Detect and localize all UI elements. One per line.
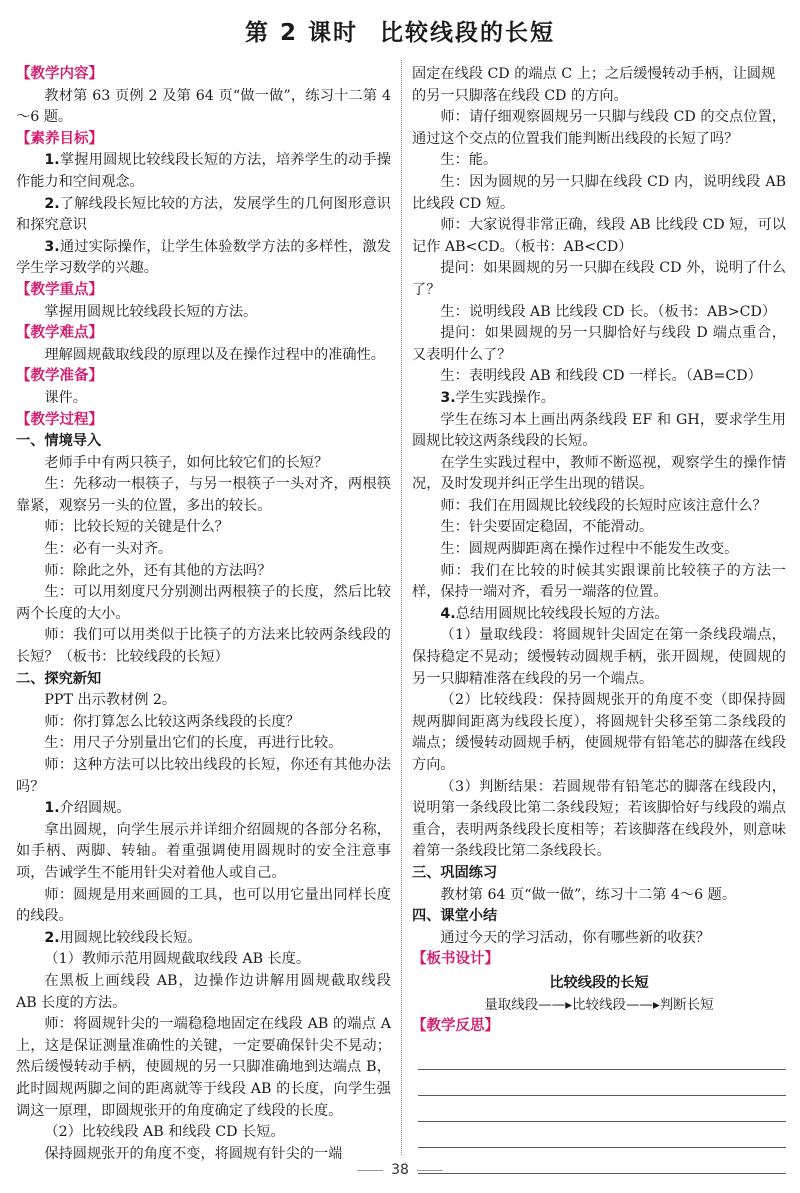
paragraph: 生：说明线段 AB 比线段 CD 长。（板书：AB>CD）	[440, 303, 777, 320]
heading-difficulty: 【教学难点】	[16, 325, 103, 342]
heading-goals: 【素养目标】	[16, 130, 103, 147]
writing-line	[418, 1122, 786, 1148]
paragraph: （1）教师示范用圆规截取线段 AB 长度。	[44, 951, 311, 968]
paragraph: 生：针尖要固定稳固，不能滑动。	[440, 519, 654, 536]
page-footer	[0, 1162, 800, 1178]
writing-line	[418, 1044, 786, 1070]
paragraph: 掌握用圆规比较线段长短的方法。	[44, 303, 258, 320]
column-divider	[401, 60, 402, 1155]
paragraph: （3）判断结果：若圆规带有铅笔芯的脚落在线段内，说明第一条线段比第二条线段短；若该脚恰好与线段的端点重合，表明两条线段长度相等；若该脚落在线段外，则意味着第一条线段比第二条线段长。	[412, 778, 786, 860]
paragraph: 理解圆规截取线段的原理以及在操作过程中的准确性。	[44, 346, 385, 363]
paragraph: 师：我们在比较的时候其实跟课前比较筷子的方法一样，保持一端对齐，看另一端落的位置。	[412, 562, 786, 601]
goal-number: 2.	[44, 195, 60, 212]
goal-item	[16, 194, 391, 237]
paragraph: （2）比较线段：保持圆规张开的角度不变（即保持圆规两脚间距离为线段长度），将圆规针尖移至第二条线段的端点；缓慢转动圆规手柄，使圆规带有铅笔芯的脚落在线段方向。	[412, 692, 786, 773]
paragraph: 生：因为圆规的另一只脚在线段 CD 内，说明线段 AB 比线段 CD 短。	[412, 173, 786, 212]
heading-board-design: 【板书设计】	[412, 951, 499, 968]
step-text: 用圆规比较线段长短。	[59, 929, 202, 946]
step-item	[16, 798, 391, 820]
board-title: 比较线段的长短	[549, 974, 649, 991]
paragraph: PPT 出示教材例 2。	[44, 692, 177, 709]
section-practice: 三、巩固练习	[412, 864, 498, 881]
step-item	[412, 388, 786, 410]
reflection-lines	[412, 1044, 786, 1174]
paragraph: 老师手中有两只筷子，如何比较它们的长短？	[44, 454, 329, 471]
page-title	[0, 14, 800, 47]
heading-preparation: 【教学准备】	[16, 368, 103, 385]
paragraph: 在黑板上画线段 AB，边操作边讲解用圆规截取线段 AB 长度的方法。	[16, 972, 391, 1011]
paragraph: 生：用尺子分别量出它们的长度，再进行比较。	[44, 735, 343, 752]
step-number: 4.	[440, 605, 456, 622]
paragraph: 师：圆规是用来画圆的工具，也可以用它量出同样长度的线段。	[16, 886, 391, 925]
step-number: 2.	[44, 929, 60, 946]
paragraph: 学生在练习本上画出两条线段 EF 和 GH，要求学生用圆规比较这两条线段的长短。	[412, 411, 786, 450]
step-text: 总结用圆规比较线段长短的方法。	[455, 605, 669, 622]
paragraph: 生：能。	[440, 152, 498, 169]
right-column	[412, 64, 786, 1174]
paragraph: 教材第 63 页例 2 及第 64 页“做一做”，练习十二第 4～6 题。	[16, 87, 391, 126]
paragraph: 师：我们在用圆规比较线段的长短时应该注意什么？	[440, 497, 767, 514]
paragraph: （1）量取线段：将圆规针尖固定在第一条线段端点，保持稳定不晃动；缓慢转动圆规手柄，张开圆规，使圆规的另一只脚精准落在线段的另一个端点。	[412, 627, 786, 687]
paragraph: 保持圆规张开的角度不变，将圆规有针尖的一端	[44, 1145, 343, 1162]
heading-process: 【教学过程】	[16, 411, 103, 428]
paragraph: 师：将圆规针尖的一端稳稳地固定在线段 AB 的端点 A 上，这是保证测量准确性的关键，一定要确保针尖不晃动；然后缓慢转动手柄，使圆规的另一只脚准确地到达端点 B，此时圆规两脚之间的距离就等于线段 AB 的长度，向学生强调这一原理，即圆规张开的角度确定了线段的长度。	[16, 1016, 391, 1119]
paragraph: 师：你打算怎么比较这两条线段的长度？	[44, 713, 300, 730]
left-column	[16, 64, 391, 1165]
paragraph: 生：表明线段 AB 和线段 CD 一样长。（AB=CD）	[440, 368, 762, 385]
section-explore: 二、探究新知	[16, 670, 102, 687]
paragraph: 课件。	[44, 389, 87, 406]
goal-item	[16, 237, 391, 280]
paragraph: 生：先移动一根筷子，与另一根筷子一头对齐，两根筷靠紧，观察另一头的位置，多出的较长。	[16, 476, 391, 514]
section-summary: 四、课堂小结	[412, 908, 498, 925]
paragraph: 师：比较长短的关键是什么？	[44, 519, 229, 536]
step-number: 1.	[44, 800, 60, 817]
heading-key: 【教学重点】	[16, 281, 103, 298]
paragraph: 在学生实践过程中，教师不断巡视，观察学生的操作情况，及时发现并纠正学生出现的错误。	[412, 454, 786, 493]
goal-item	[16, 150, 391, 193]
step-item	[16, 928, 391, 950]
lesson-number: 第 2 课时	[244, 20, 359, 46]
paragraph: 教材第 64 页“做一做”，练习十二第 4～6 题。	[440, 886, 737, 903]
paragraph: 提问：如果圆规的另一只脚恰好与线段 D 端点重合，又表明什么了？	[412, 325, 786, 363]
section-intro: 一、情境导入	[16, 433, 102, 450]
goal-number: 3.	[44, 238, 60, 255]
goal-text: 了解线段长短比较的方法，发展学生的几何图形意识和探究意识	[16, 195, 391, 234]
writing-line	[418, 1096, 786, 1122]
goal-text: 掌握用圆规比较线段长短的方法，培养学生的动手操作能力和空间观念。	[16, 152, 391, 190]
paragraph: 生：可以用刻度尺分别测出两根筷子的长度，然后比较两个长度的大小。	[16, 584, 391, 622]
goal-number: 1.	[44, 152, 60, 169]
heading-content: 【教学内容】	[16, 66, 103, 82]
goal-text: 通过实际操作，让学生体验数学方法的多样性，激发学生学习数学的兴趣。	[16, 238, 391, 277]
page-number: 38	[391, 1162, 409, 1178]
paragraph: 通过今天的学习活动，你有哪些新的收获？	[440, 929, 710, 946]
paragraph: （2）比较线段 AB 和线段 CD 长短。	[44, 1124, 285, 1141]
step-text: 介绍圆规。	[59, 800, 131, 817]
paragraph: 提问：如果圆规的另一只脚在线段 CD 外，说明了什么了？	[412, 260, 786, 298]
step-number: 3.	[440, 389, 456, 406]
paragraph: 师：这种方法可以比较出线段的长短，你还有其他办法吗？	[16, 757, 391, 795]
paragraph: 生：必有一头对齐。	[44, 541, 173, 558]
paragraph: 固定在线段 CD 的端点 C 上；之后缓慢转动手柄，让圆规的另一只脚落在线段 CD 的方向。	[412, 66, 776, 104]
paragraph: 师：大家说得非常正确，线段 AB 比线段 CD 短，可以记作 AB<CD。（板书：AB<CD）	[412, 217, 786, 255]
board-flow: 量取线段——▸比较线段——▸判断长短	[484, 996, 714, 1013]
paragraph: 师：除此之外，还有其他的方法吗？	[44, 562, 272, 579]
step-text: 学生实践操作。	[455, 389, 555, 406]
paragraph: 师：我们可以用类似于比筷子的方法来比较两条线段的长短？（板书：比较线段的长短）	[16, 627, 391, 666]
writing-line	[418, 1070, 786, 1096]
paragraph: 生：圆规两脚距离在操作过程中不能发生改变。	[440, 541, 739, 558]
lesson-title: 比较线段的长短	[380, 20, 556, 46]
heading-reflection: 【教学反思】	[412, 1018, 499, 1035]
step-item	[412, 604, 786, 626]
paragraph: 师：请仔细观察圆规另一只脚与线段 CD 的交点位置，通过这个交点的位置我们能判断出线段的长短了吗？	[412, 109, 786, 147]
paragraph: 拿出圆规，向学生展示并详细介绍圆规的各部分名称，如手柄、两脚、转轴。着重强调使用圆规时的安全注意事项，告诫学生不能用针尖对着他人或自己。	[16, 821, 391, 881]
